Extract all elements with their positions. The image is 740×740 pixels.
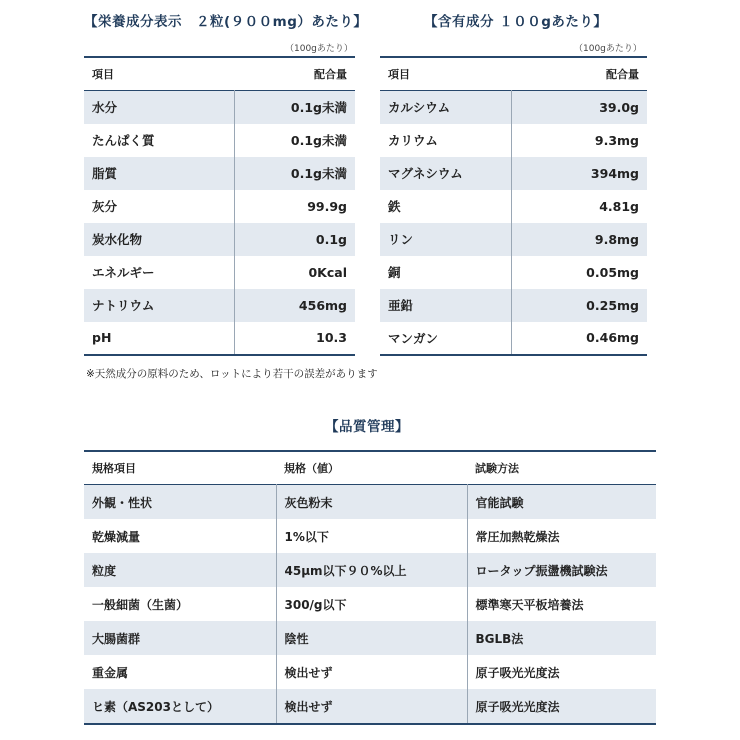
table-row [84,124,355,157]
quality-header-row [84,451,656,485]
table-row [380,256,647,289]
row-spec: 陰性 [276,621,467,655]
row-item: 鉄 [380,190,511,223]
row-amount: 10.3 [316,330,347,345]
components-header-item: 項目 [388,68,410,81]
row-spec: 300/g以下 [276,587,467,621]
table-row [84,553,656,587]
nutrition-unit-note: （100gあたり） [285,44,353,54]
components-title: 【含有成分 １００gあたり】 [424,14,608,30]
quality-header-method: 試験方法 [475,462,519,475]
components-table [380,56,647,356]
row-amount: 99.9g [307,198,347,214]
row-item: 水分 [84,91,234,124]
quality-header-spec: 規格（値） [284,462,339,475]
table-row [84,157,355,190]
row-method: 標準寒天平板培養法 [475,597,584,612]
row-amount: 0.25mg [511,289,647,322]
table-row [380,124,647,157]
row-item: 炭水化物 [84,223,234,256]
row-item: 大腸菌群 [84,621,276,655]
table-row [380,157,647,190]
row-amount: 0.1g [234,223,355,256]
row-method: 原子吸光光度法 [475,665,560,680]
row-item: 外観・性状 [84,485,276,520]
table-row [84,322,355,355]
row-item: エネルギー [84,256,234,289]
row-item: ナトリウム [84,289,234,322]
row-method: ロータップ振盪機試験法 [467,553,656,587]
row-spec: 45μm以下９０%以上 [276,553,467,587]
row-item: 一般細菌（生菌） [84,587,276,621]
table-row [84,587,656,621]
row-amount: 39.0g [511,91,647,124]
table-row [84,519,656,553]
lot-variation-note: ※天然成分の原料のため、ロットにより若干の誤差があります [86,368,378,380]
table-row [380,190,647,223]
row-item: pH [84,322,234,355]
quality-title: 【品質管理】 [325,419,409,435]
table-row [380,91,647,124]
row-method: 官能試験 [467,485,656,520]
nutrition-header-amount: 配合量 [314,68,347,81]
nutrition-table [84,56,355,356]
row-item: 灰分 [84,190,234,223]
table-row [380,322,647,355]
row-item: 銅 [380,256,511,289]
row-item: 脂質 [84,157,234,190]
row-spec: 検出せず [276,655,467,689]
row-item: リン [380,223,511,256]
quality-table [84,450,656,725]
row-amount: 0.05mg [586,264,639,280]
row-amount: 9.3mg [594,132,639,148]
row-method: 常圧加熱乾燥法 [475,529,560,544]
row-method: BGLB法 [467,621,656,655]
row-item: ヒ素（AS203として） [84,689,276,724]
row-item: カルシウム [380,91,511,124]
row-amount: 0.46mg [586,330,639,345]
nutrition-header-row [84,57,355,91]
row-item: 亜鉛 [380,289,511,322]
row-item: カリウム [380,124,511,157]
table-row [84,289,355,322]
row-spec: 1%以下 [276,519,467,553]
row-item: マンガン [380,322,511,355]
table-row [84,655,656,689]
table-row [84,621,656,655]
table-row [84,485,656,520]
row-item: マグネシウム [380,157,511,190]
table-row [84,256,355,289]
table-row [84,91,355,124]
components-header-amount: 配合量 [606,68,639,81]
row-amount: 0.1g未満 [234,91,355,124]
row-item: たんぱく質 [84,124,234,157]
components-unit-note: （100gあたり） [574,44,642,54]
row-method: 原子吸光光度法 [467,689,656,724]
row-item: 重金属 [84,655,276,689]
table-row [84,689,656,724]
nutrition-header-item: 項目 [92,68,114,81]
row-item: 乾燥減量 [84,519,276,553]
components-header-row [380,57,647,91]
row-amount: 4.81g [599,198,639,214]
table-row [84,223,355,256]
row-item: 粒度 [84,553,276,587]
row-spec: 検出せず [276,689,467,724]
table-row [380,289,647,322]
nutrition-title: 【栄養成分表示 ２粒(９００mg）あたり】 [84,14,368,30]
row-amount: 394mg [511,157,647,190]
row-spec: 灰色粉末 [276,485,467,520]
table-row [380,223,647,256]
row-amount: 9.8mg [511,223,647,256]
row-amount: 0Kcal [308,264,347,280]
row-amount: 0.1g未満 [234,157,355,190]
row-amount: 0.1g未満 [290,133,347,148]
row-amount: 456mg [234,289,355,322]
table-row [84,190,355,223]
quality-header-item: 規格項目 [92,462,136,475]
